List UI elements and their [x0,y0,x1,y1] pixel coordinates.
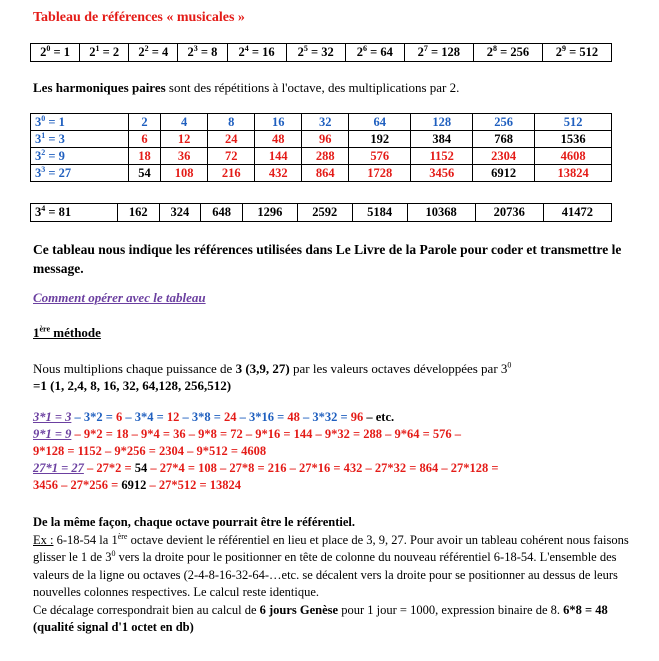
base: 2 [356,45,363,59]
calc-line-5 [33,477,643,494]
base: 2 [138,45,145,59]
exponent: 6 [362,43,367,53]
calc-text: – 3*32 = [299,410,351,424]
value-cell: 18 [128,148,160,165]
table-row [31,114,612,131]
base: 2 [89,45,96,59]
method-heading [33,325,101,341]
value: 2 [112,45,120,59]
value-cell: 36 [161,148,208,165]
equals: = [427,45,442,59]
value: 16 [262,45,275,59]
value-cell: 6 [128,131,160,148]
row-header-cell [31,204,118,222]
value-cell: 2 [128,114,160,131]
value-cell: 576 [349,148,411,165]
power-cell [80,44,129,62]
power-cell [227,44,286,62]
calc-text: – 27*512 = 13824 [146,478,241,492]
calc-line-3: 9*128 = 1152 – 9*256 = 2304 – 9*512 = 4608 [33,444,267,458]
p3-asup: ère [117,531,128,541]
method-sup: ère [39,324,51,334]
base: 2 [486,45,493,59]
how-to-link[interactable]: Comment opérer avec le tableau [33,290,206,305]
value-cell: 32 [302,114,349,131]
power-cell [473,44,542,62]
equals: = [45,165,59,180]
calc-line-4 [33,460,643,477]
equals: = [99,45,113,59]
calc-text: – 3*4 = [122,410,167,424]
equals: = [148,45,163,59]
base: 2 [417,45,424,59]
exponent: 1 [95,43,100,53]
exponent: 3 [193,43,198,53]
value-cell: 41472 [543,204,611,222]
value: 3 [58,131,65,146]
value-cell: 144 [255,148,302,165]
harmonics-rest: sont des répétitions à l'octave, des multiplications par 2. [165,80,460,95]
equals: = [566,45,580,59]
value: 1 [63,45,70,59]
exponent: 0 [46,43,51,53]
value-cell: 108 [161,165,208,182]
value: 64 [380,45,393,59]
value-cell: 6912 [473,165,535,182]
p3-b: octave devient le référentiel en lieu et place de 3, 9, 27. Pour avoir un tableau cohérent nous faisons glisser le 1 de 3 [33,532,629,564]
table-row [31,44,612,62]
base: 3 [35,148,42,163]
value-cell: 20736 [475,204,543,222]
p3-bsup: 0 [111,548,116,558]
exponent: 4 [41,203,46,213]
value-cell: 54 [128,165,160,182]
value-cell: 216 [208,165,255,182]
value: 9 [58,148,65,163]
equals: = [496,45,511,59]
value-cell: 288 [302,148,349,165]
exponent: 0 [41,113,46,123]
harmonics-text [33,80,459,96]
calc-value: 12 [166,410,180,424]
calc-value: 24 [224,410,237,424]
value-cell: 1152 [411,148,473,165]
value-cell: 128 [411,114,473,131]
octave-grid-table [30,113,612,182]
value-cell: 8 [208,114,255,131]
calc-text: – 27*2 = [83,461,135,475]
table-row [31,204,612,222]
power-cell [178,44,227,62]
power-three-four-table [30,203,612,222]
base: 2 [187,45,194,59]
base: 3 [35,205,42,219]
value-cell: 5184 [352,204,407,222]
value-cell: 162 [117,204,159,222]
exponent: 2 [144,43,149,53]
value: 32 [321,45,334,59]
equals: = [197,45,212,59]
p2-c: par les valeurs octaves développées par 3 [289,361,508,376]
power-cell [31,44,80,62]
page-title: Tableau de références « musicales » [33,10,245,25]
value-cell: 384 [411,131,473,148]
value-cell: 324 [159,204,201,222]
power-cell [542,44,611,62]
calc-value: 6912 [121,478,147,492]
example-label: Ex : [33,532,54,547]
value-cell: 12 [161,131,208,148]
value-cell: 4608 [535,148,612,165]
method-number: 1 [33,325,40,340]
value-cell: 16 [255,114,302,131]
exponent: 9 [562,43,567,53]
exponent: 7 [423,43,428,53]
value-cell: 4 [161,114,208,131]
equals: = [45,148,59,163]
referential-heading: De la même façon, chaque octave pourrait être le référentiel. [33,515,355,529]
calc-text: – 9*2 = 18 – 9*4 = 36 – 9*8 = 72 – 9*16 = 144 – 9*32 = 288 – 9*64 = 576 – [71,427,461,441]
value: 27 [58,165,72,180]
value-cell: 24 [208,131,255,148]
powers-of-two-table [30,43,612,62]
equals: = [45,114,59,129]
harmonics-bold: Les harmoniques paires [33,80,166,95]
calc-value: 6 [116,410,123,424]
value: 128 [441,45,461,59]
calc-line-2 [33,426,643,443]
calc-ref-9: 9*1 = 9 [33,427,72,441]
calculation-block [33,409,643,494]
equals: = [45,205,59,219]
value: 256 [510,45,530,59]
value: 8 [211,45,218,59]
p3-g: 6*8 = 48 (qualité signal d'1 octet en db) [33,602,608,634]
table-row [31,148,612,165]
p3-e: 6 jours Genèse [259,602,339,617]
base: 2 [297,45,304,59]
exponent: 5 [303,43,308,53]
exponent: 3 [41,164,46,174]
calc-text: – 3*8 = [179,410,224,424]
intro-paragraph: Ce tableau nous indique les références utilisées dans Le Livre de la Parole pour coder et transmettre le message. [33,242,622,276]
row-header-cell [31,165,129,182]
value-cell: 13824 [535,165,612,182]
value-cell: 768 [473,131,535,148]
p2-d: =1 (1, 2,4, 8, 16, 32, 64,128, 256,512) [33,378,232,393]
value: 1 [58,114,65,129]
exponent: 8 [492,43,497,53]
equals: = [50,45,64,59]
p3-d: Ce décalage correspondrait bien au calcul de [33,602,260,617]
exponent: 4 [244,43,249,53]
value-cell: 10368 [407,204,475,222]
value-cell: 192 [349,131,411,148]
calc-text: – 27*4 = 108 – 27*8 = 216 – 27*16 = 432 – 27*32 = 864 – 27*128 = [147,461,499,475]
value-cell: 48 [255,131,302,148]
value-cell: 864 [302,165,349,182]
exponent: 1 [41,130,46,140]
row-header-cell [31,131,129,148]
value-cell: 512 [535,114,612,131]
value-cell: 1536 [535,131,612,148]
p3-c: vers la droite pour le positionner en tête de colonne du nouveau référentiel 6-18-54. L'ensemble des valeurs de la ligne ou octaves (2-4-8-16-32-64-…etc. se décalent vers la droite pour se positionner au dessus de leurs nouvelles colonnes respectives. Le calcul reste identique. [33,550,618,599]
value: 512 [579,45,599,59]
power-cell [286,44,345,62]
calc-value: 48 [287,410,300,424]
calc-ref-3: 3*1 = 3 [33,410,72,424]
calc-line-1 [33,409,643,426]
value-cell: 648 [201,204,243,222]
method-paragraph [33,360,633,394]
base: 2 [40,45,47,59]
equals: = [45,131,59,146]
referential-paragraph [33,514,633,637]
p2-sup: 0 [507,360,512,370]
value-cell: 2304 [473,148,535,165]
base: 3 [35,114,42,129]
method-label: méthode [50,325,101,340]
equals: = [366,45,381,59]
value: 81 [58,205,72,219]
value-cell: 256 [473,114,535,131]
calc-text: 3456 – 27*256 = [33,478,122,492]
p3-f: pour 1 jour = 1000, expression binaire de 8. [338,602,564,617]
value-cell: 1728 [349,165,411,182]
base: 3 [35,165,42,180]
value-cell: 96 [302,131,349,148]
calc-text: – 3*16 = [236,410,288,424]
row-header-cell [31,114,129,131]
power-cell [129,44,178,62]
referential-body [33,532,633,602]
value-cell: 3456 [411,165,473,182]
referential-note [33,602,633,637]
equals: = [307,45,322,59]
value-cell: 1296 [242,204,297,222]
table-row [31,131,612,148]
equals: = [248,45,263,59]
calc-value: 54 [134,461,148,475]
calc-value: 96 [350,410,364,424]
row-header-cell [31,148,129,165]
calc-ref-27: 27*1 = 27 [33,461,84,475]
value: 4 [162,45,169,59]
base: 2 [238,45,245,59]
exponent: 2 [41,147,46,157]
value-cell: 2592 [297,204,352,222]
value-cell: 64 [349,114,411,131]
p2-a: Nous multiplions chaque puissance de [33,361,236,376]
base: 2 [555,45,563,59]
power-cell [345,44,404,62]
calc-text: – 3*2 = [71,410,116,424]
table-row [31,165,612,182]
base: 3 [35,131,42,146]
calc-text: – etc. [363,410,395,424]
value-cell: 72 [208,148,255,165]
p3-a: 6-18-54 la 1 [53,532,118,547]
value-cell: 432 [255,165,302,182]
p2-b: 3 (3,9, 27) [235,361,290,376]
power-cell [404,44,473,62]
